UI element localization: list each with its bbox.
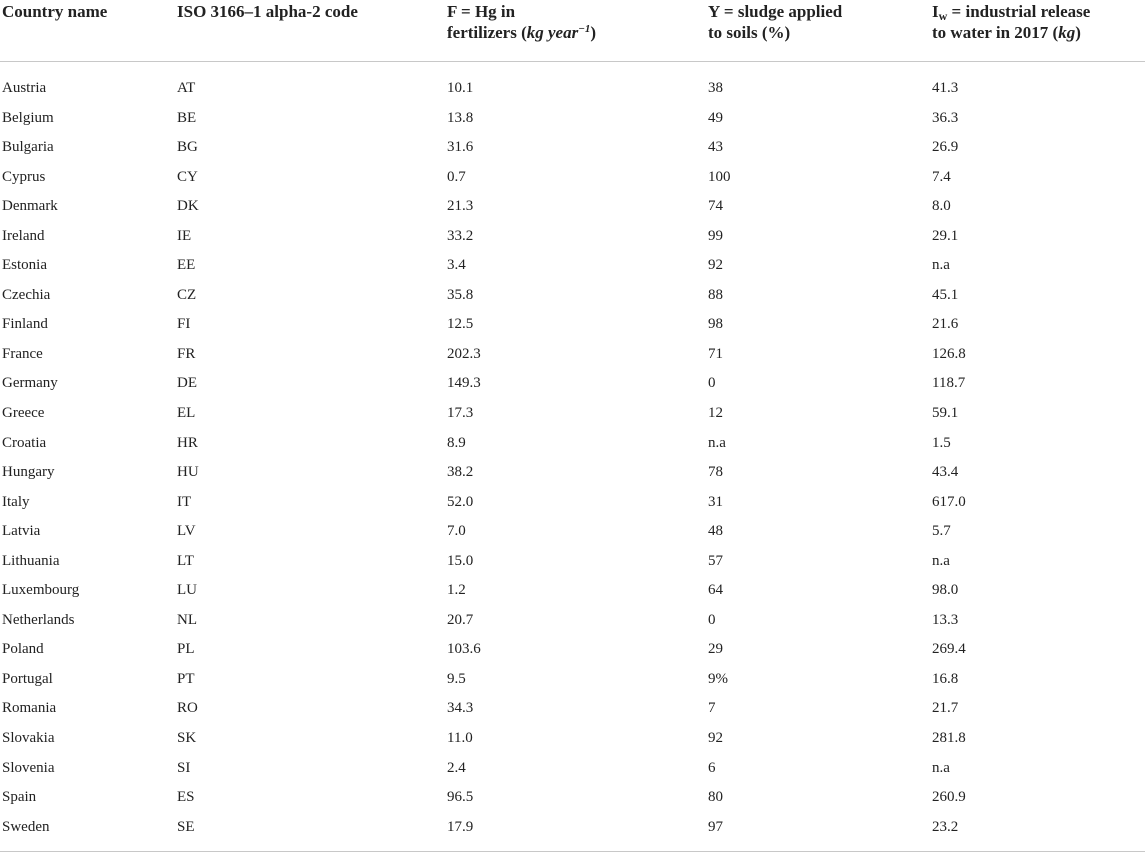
- header-sludge: [708, 1, 842, 43]
- table-row: [0, 163, 1145, 193]
- cell-sludge-percent: 12: [708, 405, 723, 422]
- table-row: [0, 517, 1145, 547]
- header-i-symbol: I: [932, 2, 939, 21]
- cell-hg-fertilizers: 149.3: [447, 375, 481, 392]
- cell-hg-fertilizers: 33.2: [447, 227, 474, 244]
- cell-country: Greece: [2, 405, 45, 422]
- cell-country: Ireland: [2, 227, 45, 244]
- cell-industrial-release: 21.6: [932, 316, 959, 333]
- cell-sludge-percent: 78: [708, 464, 723, 481]
- cell-iso-code: IE: [177, 227, 192, 244]
- cell-sludge-percent: 80: [708, 789, 723, 806]
- header-i-suffix: = industrial release: [947, 2, 1091, 21]
- cell-sludge-percent: 92: [708, 730, 723, 747]
- header-fertilizers: [447, 1, 596, 43]
- cell-sludge-percent: 31: [708, 493, 723, 510]
- cell-iso-code: CZ: [177, 286, 197, 303]
- cell-iso-code: LU: [177, 582, 197, 599]
- cell-hg-fertilizers: 8.9: [447, 434, 466, 451]
- cell-industrial-release: n.a: [932, 552, 950, 569]
- cell-industrial-release: 1.5: [932, 434, 951, 451]
- table-row: [0, 133, 1145, 163]
- cell-hg-fertilizers: 10.1: [447, 80, 474, 96]
- cell-country: Slovakia: [2, 730, 55, 747]
- header-i-subscript: w: [938, 9, 948, 23]
- cell-hg-fertilizers: 52.0: [447, 493, 474, 510]
- cell-country: Slovenia: [2, 759, 55, 776]
- cell-sludge-percent: 57: [708, 552, 723, 569]
- table-row: [0, 754, 1145, 784]
- header-f-prefix: fertilizers (: [447, 23, 527, 42]
- cell-sludge-percent: 92: [708, 257, 723, 274]
- cell-sludge-percent: 29: [708, 641, 723, 658]
- cell-country: Sweden: [2, 818, 50, 835]
- cell-industrial-release: 617.0: [932, 493, 966, 510]
- table-row: [0, 547, 1145, 577]
- cell-hg-fertilizers: 34.3: [447, 700, 474, 717]
- cell-hg-fertilizers: 15.0: [447, 552, 474, 569]
- cell-industrial-release: 43.4: [932, 464, 959, 481]
- cell-country: Italy: [2, 493, 30, 510]
- cell-iso-code: BG: [177, 139, 198, 156]
- table-row: [0, 369, 1145, 399]
- cell-sludge-percent: 64: [708, 582, 723, 599]
- table-row: [0, 665, 1145, 695]
- header-f-unit: kg year: [526, 23, 579, 42]
- table-row: [0, 192, 1145, 222]
- cell-industrial-release: 98.0: [932, 582, 959, 599]
- cell-hg-fertilizers: 20.7: [447, 611, 474, 628]
- table-row: [0, 104, 1145, 134]
- cell-sludge-percent: 97: [708, 818, 723, 835]
- cell-industrial-release: 59.1: [932, 405, 959, 422]
- table-row: [0, 606, 1145, 636]
- cell-hg-fertilizers: 103.6: [447, 641, 481, 658]
- cell-industrial-release: 13.3: [932, 611, 959, 628]
- cell-iso-code: NL: [177, 611, 197, 628]
- cell-iso-code: PT: [177, 670, 195, 687]
- cell-hg-fertilizers: 13.8: [447, 109, 474, 126]
- cell-country: Denmark: [2, 198, 58, 215]
- cell-industrial-release: 269.4: [932, 641, 966, 658]
- cell-sludge-percent: 98: [708, 316, 723, 333]
- table-row: [0, 813, 1145, 843]
- cell-country: Romania: [2, 700, 57, 717]
- header-iso-label: ISO 3166–1 alpha-2 code: [177, 2, 358, 21]
- cell-iso-code: LT: [177, 552, 194, 569]
- cell-country: Luxembourg: [2, 582, 80, 599]
- cell-hg-fertilizers: 3.4: [447, 257, 466, 274]
- cell-hg-fertilizers: 96.5: [447, 789, 474, 806]
- cell-iso-code: ES: [177, 789, 195, 806]
- header-f-line1: F = Hg in: [447, 2, 516, 21]
- cell-country: Spain: [2, 789, 37, 806]
- cell-sludge-percent: 99: [708, 227, 723, 244]
- header-i-unit: kg: [1058, 23, 1076, 42]
- header-i-line2: [932, 22, 1090, 43]
- cell-country: Portugal: [2, 670, 53, 687]
- cell-industrial-release: 5.7: [932, 523, 951, 540]
- cell-country: Netherlands: [2, 611, 75, 628]
- cell-sludge-percent: 48: [708, 523, 723, 540]
- cell-sludge-percent: 74: [708, 198, 723, 215]
- cell-industrial-release: 21.7: [932, 700, 959, 717]
- cell-iso-code: FR: [177, 345, 196, 362]
- cell-hg-fertilizers: 0.7: [447, 168, 466, 185]
- table-row: [0, 429, 1145, 459]
- cell-hg-fertilizers: 1.2: [447, 582, 466, 599]
- cell-hg-fertilizers: 31.6: [447, 139, 474, 156]
- cell-sludge-percent: 43: [708, 139, 723, 156]
- cell-iso-code: DE: [177, 375, 197, 392]
- cell-country: Hungary: [2, 464, 55, 481]
- cell-hg-fertilizers: 17.3: [447, 405, 474, 422]
- cell-hg-fertilizers: 12.5: [447, 316, 474, 333]
- header-industrial-release: [932, 1, 1090, 43]
- cell-country: Finland: [2, 316, 48, 333]
- cell-industrial-release: 281.8: [932, 730, 966, 747]
- cell-iso-code: IT: [177, 493, 192, 510]
- cell-industrial-release: 36.3: [932, 109, 959, 126]
- cell-iso-code: HU: [177, 464, 199, 481]
- table-row: [0, 783, 1145, 813]
- cell-country: Germany: [2, 375, 58, 392]
- cell-hg-fertilizers: 17.9: [447, 818, 474, 835]
- cell-hg-fertilizers: 21.3: [447, 198, 474, 215]
- cell-country: Bulgaria: [2, 139, 54, 156]
- table-row: [0, 458, 1145, 488]
- header-y-line1: Y = sludge applied: [708, 2, 843, 21]
- table-bottom-rule: [0, 851, 1145, 852]
- cell-iso-code: BE: [177, 109, 197, 126]
- header-i-close: ): [1075, 23, 1081, 42]
- cell-country: Czechia: [2, 286, 51, 303]
- table-row: [0, 399, 1145, 429]
- cell-sludge-percent: 88: [708, 286, 723, 303]
- cell-country: Poland: [2, 641, 44, 658]
- cell-sludge-percent: 100: [708, 168, 731, 185]
- cell-country: Estonia: [2, 257, 47, 274]
- table-row: [0, 724, 1145, 754]
- table-row: [0, 310, 1145, 340]
- cell-industrial-release: 260.9: [932, 789, 966, 806]
- cell-sludge-percent: n.a: [708, 434, 726, 451]
- header-f-suffix: ): [590, 23, 597, 42]
- cell-iso-code: EE: [177, 257, 196, 274]
- cell-iso-code: CY: [177, 168, 198, 185]
- cell-iso-code: AT: [177, 80, 196, 96]
- cell-hg-fertilizers: 11.0: [447, 730, 473, 747]
- cell-country: France: [2, 345, 43, 362]
- table-row: [0, 488, 1145, 518]
- cell-industrial-release: n.a: [932, 759, 950, 776]
- cell-iso-code: RO: [177, 700, 198, 717]
- cell-hg-fertilizers: 7.0: [447, 523, 466, 540]
- cell-hg-fertilizers: 9.5: [447, 670, 466, 687]
- cell-industrial-release: n.a: [932, 257, 950, 274]
- table-row: [0, 251, 1145, 281]
- cell-sludge-percent: 6: [708, 759, 716, 776]
- cell-iso-code: EL: [177, 405, 196, 422]
- cell-sludge-percent: 38: [708, 80, 723, 96]
- table-row: [0, 222, 1145, 252]
- cell-hg-fertilizers: 35.8: [447, 286, 474, 303]
- cell-industrial-release: 7.4: [932, 168, 951, 185]
- header-f-line2: [447, 22, 596, 43]
- cell-sludge-percent: 0: [708, 611, 716, 628]
- header-country-label: Country name: [2, 2, 108, 21]
- cell-sludge-percent: 49: [708, 109, 723, 126]
- table-row: [0, 576, 1145, 606]
- cell-sludge-percent: 0: [708, 375, 716, 392]
- table-header: [0, 0, 1145, 62]
- cell-iso-code: LV: [177, 523, 196, 540]
- table-row: [0, 694, 1145, 724]
- cell-industrial-release: 45.1: [932, 286, 959, 303]
- cell-country: Croatia: [2, 434, 47, 451]
- header-i-line1: [932, 1, 1090, 22]
- header-iso-code: [177, 1, 358, 22]
- cell-iso-code: SE: [177, 818, 195, 835]
- cell-hg-fertilizers: 202.3: [447, 345, 481, 362]
- cell-country: Belgium: [2, 109, 54, 126]
- cell-iso-code: HR: [177, 434, 198, 451]
- cell-industrial-release: 29.1: [932, 227, 959, 244]
- cell-country: Latvia: [2, 523, 41, 540]
- cell-country: Austria: [2, 80, 47, 96]
- cell-industrial-release: 16.8: [932, 670, 959, 687]
- cell-industrial-release: 126.8: [932, 345, 966, 362]
- table-row: [0, 74, 1145, 104]
- cell-sludge-percent: 7: [708, 700, 716, 717]
- cell-industrial-release: 41.3: [932, 80, 959, 96]
- cell-industrial-release: 23.2: [932, 818, 959, 835]
- cell-sludge-percent: 71: [708, 345, 723, 362]
- cell-hg-fertilizers: 38.2: [447, 464, 474, 481]
- cell-industrial-release: 26.9: [932, 139, 959, 156]
- cell-iso-code: FI: [177, 316, 191, 333]
- header-y-line2: to soils (%): [708, 23, 791, 42]
- cell-industrial-release: 118.7: [932, 375, 966, 392]
- cell-iso-code: SK: [177, 730, 197, 747]
- table-row: [0, 635, 1145, 665]
- table-row: [0, 340, 1145, 370]
- header-i-prefix: to water in 2017 (: [932, 23, 1059, 42]
- table-row: [0, 281, 1145, 311]
- cell-country: Lithuania: [2, 552, 60, 569]
- cell-sludge-percent: 9%: [708, 670, 728, 687]
- cell-industrial-release: 8.0: [932, 198, 951, 215]
- cell-iso-code: DK: [177, 198, 199, 215]
- cell-iso-code: SI: [177, 759, 191, 776]
- cell-country: Cyprus: [2, 168, 46, 185]
- cell-iso-code: PL: [177, 641, 195, 658]
- header-f-exponent: −1: [578, 23, 591, 35]
- header-country-name: [2, 1, 107, 22]
- table-body: [0, 74, 1145, 842]
- cell-hg-fertilizers: 2.4: [447, 759, 466, 776]
